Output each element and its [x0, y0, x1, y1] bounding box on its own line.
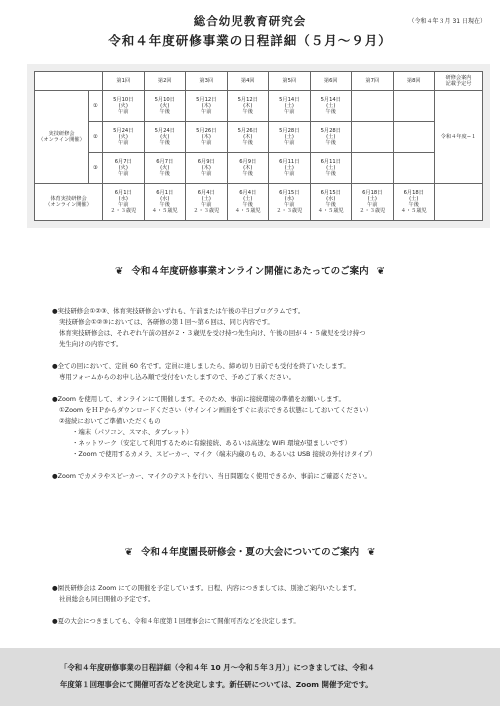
- cell-line: 5月12日: [237, 96, 258, 103]
- body-line: [52, 383, 472, 394]
- body-line: [52, 350, 472, 361]
- cell-line: 午前: [201, 171, 212, 178]
- cell-line: 午後: [325, 202, 336, 208]
- body-line: ●全ての回において、定員 60 名です。定員に達しましたら、締め切り日前でも受付を終了いたします。: [52, 362, 350, 370]
- cell-line: 5月26日: [237, 127, 258, 134]
- cell-line: 6月9日: [197, 158, 215, 165]
- body-line: ・Zoom で使用するカメラ、スピーカー、マイク（端末内蔵のもの、あるいは USB 接続の外付けタイプ）: [72, 450, 377, 458]
- cell-line: 5月24日: [113, 127, 134, 134]
- schedule-row: [35, 184, 483, 221]
- ornament-icon: ❦: [124, 547, 133, 558]
- schedule-cell: [269, 91, 311, 122]
- cell-line: (水): [118, 195, 128, 202]
- organization-name: 総合幼児教育研究会: [193, 14, 307, 28]
- cell-line: (土): [284, 102, 294, 109]
- schedule-cell: [393, 122, 435, 153]
- cell-line: 6月15日: [320, 189, 341, 196]
- row-number: ②: [89, 122, 103, 153]
- schedule-cell: [269, 122, 311, 153]
- cell-line: 6月11日: [320, 158, 341, 165]
- cell-line: 5月14日: [279, 96, 300, 103]
- cell-line: 6月18日: [362, 189, 383, 196]
- footer-line: 年度第１回理事会にて開催可否などを決定します。新任研については、Zoom 開催予定です。: [60, 680, 373, 689]
- group-label-pe: [35, 184, 103, 221]
- cell-line: (火): [160, 164, 170, 171]
- cell-line: 午後: [408, 202, 419, 208]
- cell-line: 午後: [159, 171, 170, 178]
- as-of-date: （令和４年３月 31 日現在）: [408, 18, 486, 25]
- schedule-cell: [227, 153, 269, 184]
- schedule-cell: [144, 122, 186, 153]
- group-label-line: （オンライン開催）: [45, 202, 92, 208]
- cell-line: (火): [118, 133, 128, 140]
- session-header: 第3回: [186, 72, 228, 91]
- section2-heading: ❦ 令和４年度園長研修会・夏の大会についてのご案内 ❦: [124, 547, 376, 558]
- schedule-cell: [352, 184, 394, 221]
- body-line: ●園長研修会は Zoom にての開催を予定しています。日程、内容につきましては、別途ご案内いたします。: [52, 584, 361, 592]
- cell-line: (土): [284, 164, 294, 171]
- row-number: ③: [89, 153, 103, 184]
- body-line: [52, 460, 472, 471]
- schedule-panel: [27, 64, 490, 228]
- body-line: 体育実技研修会は、それぞれ午前の回が２・３歳児を受け持つ先生向け、午後の回が４・５歳児を受け持つ: [59, 329, 366, 337]
- cell-line: 6月15日: [279, 189, 300, 196]
- cell-line: (土): [326, 102, 336, 109]
- cell-line: 午前: [284, 140, 295, 147]
- cell-line: 5月14日: [320, 96, 341, 103]
- cell-line: 午前: [201, 202, 212, 208]
- cell-line: (水): [326, 195, 336, 202]
- footer-line: 「令和４年度研修事業の日程詳細（令和４年 10 月〜令和５年３月）」につきましては、令和４: [60, 663, 375, 672]
- cell-line: 午前: [284, 171, 295, 178]
- section2-body: [52, 583, 472, 627]
- cell-line: (土): [409, 195, 419, 202]
- body-line: ●Zoom を使用して、オンラインにて開催します。そのため、事前に接続環境の準備をお願いします。: [52, 395, 345, 403]
- note-header: 研修会案内 記載予定号: [435, 72, 483, 91]
- session-header: 第6回: [310, 72, 352, 91]
- schedule-cell: [310, 184, 352, 221]
- schedule-cell: [310, 153, 352, 184]
- body-line: 先生向けの内容です。: [59, 340, 123, 348]
- cell-line: (木): [201, 102, 211, 109]
- footer-note: [0, 648, 500, 706]
- cell-line: 5月28日: [320, 127, 341, 134]
- section1-body: [52, 306, 472, 482]
- cell-line: (火): [118, 102, 128, 109]
- schedule-cell: [103, 184, 145, 221]
- cell-line: 5月26日: [196, 127, 217, 134]
- cell-line: (木): [243, 102, 253, 109]
- body-line: [52, 605, 472, 616]
- schedule-cell: [227, 122, 269, 153]
- ornament-icon: ❦: [115, 266, 124, 277]
- cell-line: 午後: [325, 109, 336, 116]
- schedule-cell: [352, 153, 394, 184]
- body-line: 社員総会も同日開催の予定です。: [59, 595, 155, 603]
- cell-line: 午前: [201, 109, 212, 116]
- cell-line: ２・３歳児: [359, 208, 386, 215]
- body-line: ②接続においてご準備いただくもの: [59, 417, 161, 425]
- cell-line: 午後: [159, 140, 170, 147]
- schedule-cell: [103, 153, 145, 184]
- schedule-cell: [227, 91, 269, 122]
- session-header: 第2回: [144, 72, 186, 91]
- cell-line: 6月4日: [239, 189, 257, 196]
- body-line: ①Zoom をＨＰからダウンロードください（サインイン画面をすぐに表示できる状態にしておいてください）: [59, 406, 372, 414]
- group-label-practical: [35, 91, 89, 184]
- schedule-row: [35, 91, 483, 122]
- cell-line: ４・５歳児: [400, 208, 427, 215]
- schedule-cell: [269, 184, 311, 221]
- corner-cell: [35, 72, 103, 91]
- session-header: 第8回: [393, 72, 435, 91]
- row-number: ①: [89, 91, 103, 122]
- schedule-row: [35, 122, 483, 153]
- cell-line: ４・５歳児: [234, 208, 261, 215]
- schedule-cell: [144, 184, 186, 221]
- schedule-cell: [393, 184, 435, 221]
- session-header: 第1回: [103, 72, 145, 91]
- cell-line: 5月28日: [279, 127, 300, 134]
- group-label-line: 実技研修会: [48, 130, 75, 137]
- group-label-line: （オンライン開催）: [38, 137, 85, 143]
- cell-line: 6月4日: [197, 189, 215, 196]
- cell-line: (火): [160, 133, 170, 140]
- cell-line: ２・３歳児: [110, 208, 137, 215]
- body-line: 実技研修会①②③においては、各研修の第１回〜第６回は、同じ内容です。: [59, 318, 274, 326]
- cell-line: 午前: [118, 109, 129, 116]
- cell-line: 午後: [242, 140, 253, 147]
- cell-line: 5月24日: [154, 127, 175, 134]
- cell-line: ４・５歳児: [151, 208, 178, 215]
- schedule-cell: [269, 153, 311, 184]
- cell-line: 5月12日: [196, 96, 217, 103]
- ornament-icon: ❦: [367, 547, 376, 558]
- cell-line: 午前: [284, 109, 295, 116]
- schedule-cell: [186, 184, 228, 221]
- ornament-icon: ❦: [376, 266, 385, 277]
- cell-line: 午前: [201, 140, 212, 147]
- cell-line: (土): [201, 195, 211, 202]
- cell-line: 6月1日: [114, 189, 132, 196]
- cell-line: 6月7日: [114, 158, 132, 165]
- schedule-cell: [186, 122, 228, 153]
- cell-line: 午後: [325, 171, 336, 178]
- cell-line: (土): [326, 133, 336, 140]
- cell-line: 6月1日: [156, 189, 174, 196]
- cell-line: 6月7日: [156, 158, 174, 165]
- cell-line: 午前: [118, 140, 129, 147]
- schedule-cell: [144, 91, 186, 122]
- session-header: 第5回: [269, 72, 311, 91]
- body-line: ●実技研修会①②③、体育実技研修会いずれも、午前または午後の半日プログラムです。: [52, 307, 305, 315]
- cell-line: (土): [326, 164, 336, 171]
- cell-line: (土): [367, 195, 377, 202]
- section1-heading: ❦ 令和４年度研修事業オンライン開催にあたってのご案内 ❦: [115, 266, 385, 277]
- cell-line: 午後: [242, 202, 253, 208]
- body-line: ●Zoom でカメラやスピーカー、マイクのテストを行い、当日問題なく使用できるか、事前にご確認ください。: [52, 472, 371, 480]
- body-line: ・ネットワーク（安定して利用するために有線接続、あるいは高速な WiFi 環境が望ましいです）: [72, 439, 352, 447]
- schedule-row: [35, 153, 483, 184]
- cell-line: (土): [284, 133, 294, 140]
- cell-line: 午後: [325, 140, 336, 147]
- schedule-cell: [310, 91, 352, 122]
- body-line: 専用フォームからのお申し込み順で受付をいたしますので、予めご了承ください。: [59, 373, 296, 381]
- note-cell-empty: [435, 184, 483, 221]
- cell-line: (土): [243, 195, 253, 202]
- cell-line: 6月9日: [239, 158, 257, 165]
- cell-line: 午前: [118, 171, 129, 178]
- schedule-cell: [144, 153, 186, 184]
- cell-line: 午後: [242, 171, 253, 178]
- cell-line: (木): [243, 164, 253, 171]
- body-line: ●夏の大会につきましても、令和４年度第１回理事会にて開催可否などを決定します。: [52, 617, 300, 625]
- cell-line: (水): [160, 195, 170, 202]
- schedule-header-row: [35, 72, 483, 91]
- schedule-cell: [186, 153, 228, 184]
- schedule-cell: [352, 122, 394, 153]
- schedule-cell: [103, 122, 145, 153]
- group-label-line: 体育実技研修会: [50, 195, 87, 202]
- cell-line: (木): [243, 133, 253, 140]
- cell-line: 6月18日: [403, 189, 424, 196]
- cell-line: 午前: [118, 202, 129, 208]
- cell-line: 5月10日: [154, 96, 175, 103]
- schedule-cell: [103, 91, 145, 122]
- note-cell: 令和４年度−１: [435, 91, 483, 184]
- cell-line: (木): [201, 164, 211, 171]
- cell-line: 午後: [242, 109, 253, 116]
- schedule-cell: [310, 122, 352, 153]
- cell-line: ２・３歳児: [276, 208, 303, 215]
- cell-line: (火): [160, 102, 170, 109]
- cell-line: 午後: [159, 202, 170, 208]
- body-line: ・端末（パソコン、スマホ、タブレット）: [72, 428, 193, 436]
- cell-line: 午前: [367, 202, 378, 208]
- session-header: 第4回: [227, 72, 269, 91]
- cell-line: (火): [118, 164, 128, 171]
- schedule-table: [34, 71, 483, 221]
- cell-line: 午前: [284, 202, 295, 208]
- document-title: 令和４年度研修事業の日程詳細（５月〜９月）: [108, 33, 392, 48]
- cell-line: ２・３歳児: [193, 208, 220, 215]
- schedule-cell: [352, 91, 394, 122]
- schedule-cell: [393, 91, 435, 122]
- cell-line: (水): [284, 195, 294, 202]
- cell-line: 5月10日: [113, 96, 134, 103]
- session-header: 第7回: [352, 72, 394, 91]
- cell-line: 午後: [159, 109, 170, 116]
- cell-line: ４・５歳児: [317, 208, 344, 215]
- cell-line: (木): [201, 133, 211, 140]
- schedule-cell: [393, 153, 435, 184]
- schedule-cell: [227, 184, 269, 221]
- cell-line: 6月11日: [279, 158, 300, 165]
- schedule-cell: [186, 91, 228, 122]
